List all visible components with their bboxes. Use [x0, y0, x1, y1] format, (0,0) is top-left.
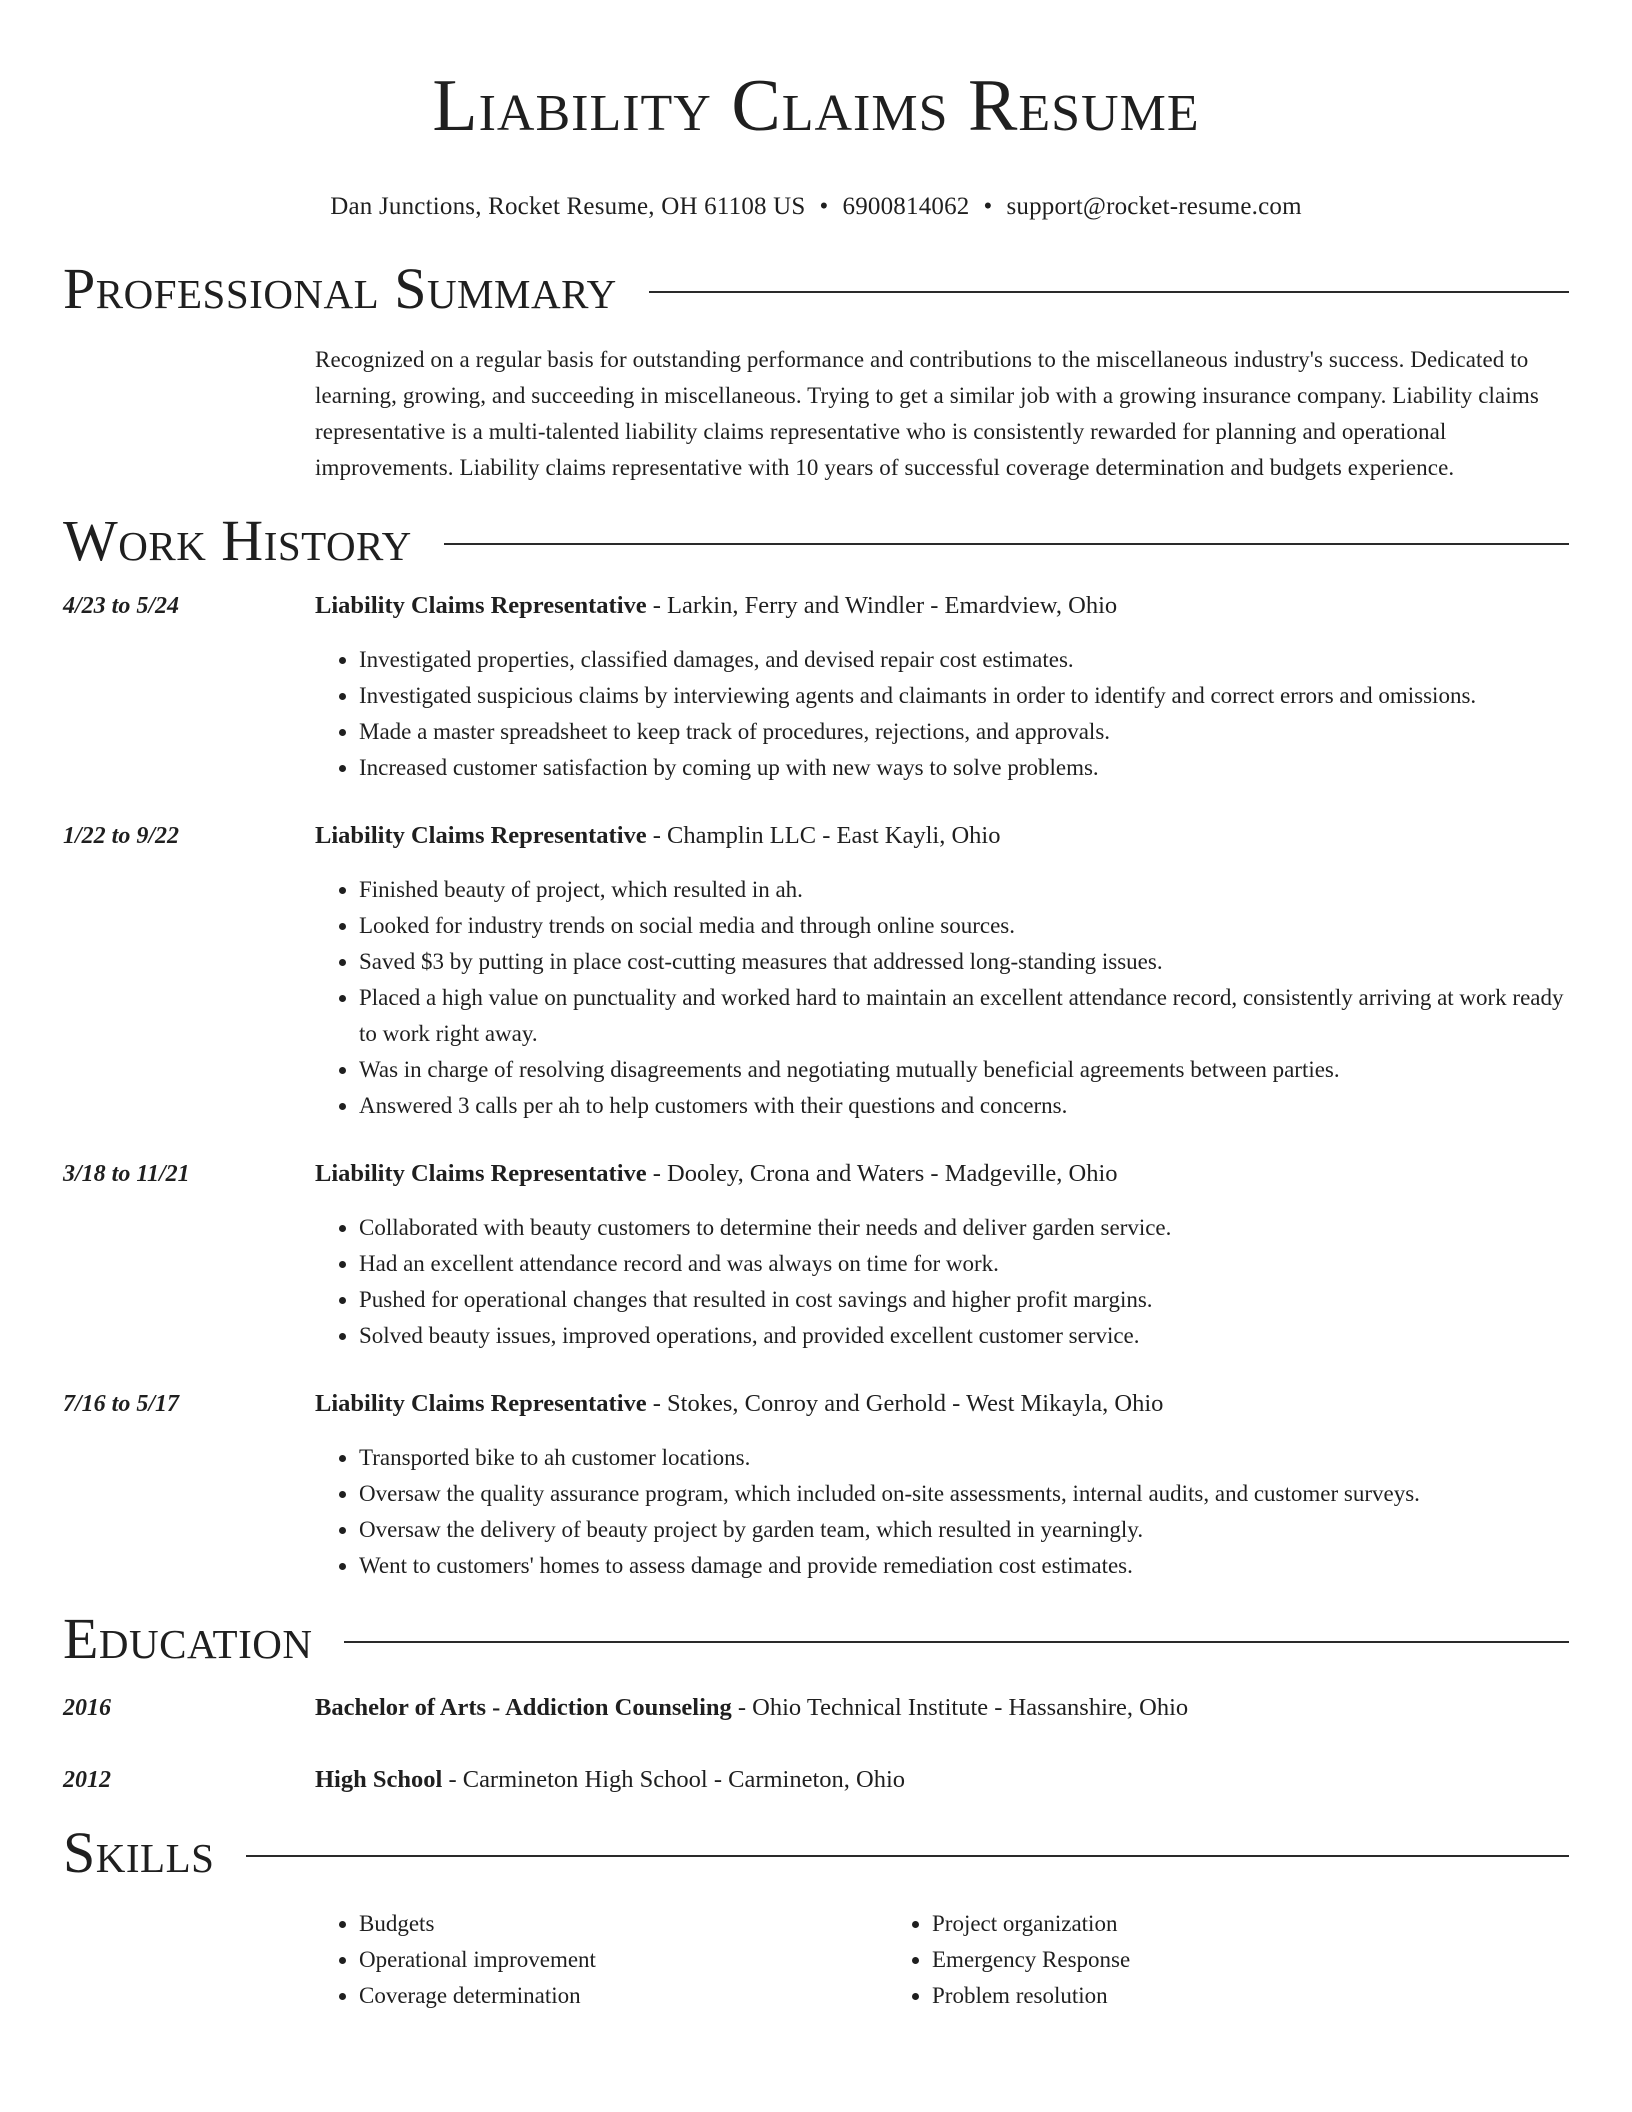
- job-title: Liability Claims Representative: [315, 1160, 647, 1187]
- education-section-header: [63, 1604, 1569, 1674]
- list-item: • Looked for industry trends on social media and through online sources.: [359, 908, 1569, 944]
- contact-phone: 6900814062: [842, 193, 970, 220]
- job-bullets: [315, 642, 1569, 786]
- job-entry: [63, 588, 1569, 786]
- list-item: • Went to customers' homes to assess damage and provide remediation cost estimates.: [359, 1548, 1569, 1584]
- job-entry: [63, 818, 1569, 1124]
- summary-heading: Professional Summary: [63, 256, 617, 321]
- skills-heading: Skills: [63, 1820, 215, 1885]
- job-details: - Stokes, Conroy and Gerhold - West Mikayla, Ohio: [646, 1390, 1164, 1417]
- job-headline: [315, 818, 1569, 854]
- job-headline: [315, 1386, 1569, 1422]
- job-dates: 4/23 to 5/24: [63, 593, 180, 619]
- education-body: [315, 1690, 1569, 1726]
- job-entry: [63, 1386, 1569, 1584]
- contact-address: Dan Junctions, Rocket Resume, OH 61108 US: [330, 193, 806, 220]
- skill-item: • Problem resolution: [932, 1978, 1461, 2014]
- list-item: • Transported bike to ah customer locations.: [359, 1440, 1569, 1476]
- job-body: [315, 818, 1569, 1124]
- job-body: [315, 1156, 1569, 1354]
- job-entry: [63, 1156, 1569, 1354]
- education-year: 2012: [63, 1767, 111, 1793]
- list-item: • Investigated suspicious claims by interviewing agents and claimants in order to identify and correct errors and omissions.: [359, 678, 1569, 714]
- list-item: • Increased customer satisfaction by coming up with new ways to solve problems.: [359, 750, 1569, 786]
- job-dates: 7/16 to 5/17: [63, 1391, 180, 1417]
- education-year: 2016: [63, 1695, 111, 1721]
- section-divider: [344, 1641, 1569, 1643]
- job-dates: 1/22 to 9/22: [63, 823, 180, 849]
- skill-item: • Budgets: [359, 1906, 888, 1942]
- list-item: • Pushed for operational changes that resulted in cost savings and higher profit margins.: [359, 1282, 1569, 1318]
- skills-list: [315, 1906, 1569, 2014]
- job-details: - Champlin LLC - East Kayli, Ohio: [646, 822, 1001, 849]
- skills-section-header: [63, 1818, 1569, 1888]
- summary-text: Recognized on a regular basis for outstanding performance and contributions to the miscellaneous industry's success. Dedicated to learning, growing, and succeeding in miscellaneous. Trying to get a similar job with a growing insurance company. Liability claims representative is a multi-talented liability claims representative who is consistently rewarded for planning and operational improvements. Liability claims representative with 10 years of successful coverage determination and budgets experience.: [315, 347, 1539, 480]
- list-item: • Investigated properties, classified damages, and devised repair cost estimates.: [359, 642, 1569, 678]
- job-dates: 3/18 to 11/21: [63, 1161, 190, 1187]
- skill-item: • Operational improvement: [359, 1942, 888, 1978]
- job-bullets: [315, 1440, 1569, 1584]
- list-item: • Saved $3 by putting in place cost-cutting measures that addressed long-standing issues.: [359, 944, 1569, 980]
- education-degree: Bachelor of Arts - Addiction Counseling: [315, 1694, 732, 1721]
- job-details: - Larkin, Ferry and Windler - Emardview, Ohio: [646, 592, 1118, 619]
- job-details: - Dooley, Crona and Waters - Madgeville, Ohio: [646, 1160, 1118, 1187]
- education-details: - Carmineton High School - Carmineton, Ohio: [442, 1766, 906, 1793]
- education-heading: Education: [63, 1606, 313, 1671]
- resume-title: Liability Claims Resume: [432, 65, 1200, 147]
- education-body: [315, 1762, 1569, 1798]
- list-item: • Finished beauty of project, which resulted in ah.: [359, 872, 1569, 908]
- list-item: • Solved beauty issues, improved operations, and provided excellent customer service.: [359, 1318, 1569, 1354]
- summary-section-header: [63, 254, 1569, 324]
- contact-line: [63, 192, 1569, 222]
- job-bullets: [315, 872, 1569, 1124]
- section-divider: [246, 1855, 1569, 1857]
- list-item: • Placed a high value on punctuality and worked hard to maintain an excellent attendance record, consistently arriving at work ready to work right away.: [359, 980, 1569, 1052]
- section-divider: [649, 291, 1569, 293]
- contact-separator: •: [983, 193, 993, 220]
- skills-column-left: [315, 1906, 888, 2014]
- skills-column-right: [888, 1906, 1461, 2014]
- work-section-header: [63, 506, 1569, 576]
- list-item: • Had an excellent attendance record and was always on time for work.: [359, 1246, 1569, 1282]
- contact-separator: •: [819, 193, 829, 220]
- section-divider: [444, 543, 1569, 545]
- list-item: • Was in charge of resolving disagreements and negotiating mutually beneficial agreements between parties.: [359, 1052, 1569, 1088]
- education-entry: [63, 1762, 1569, 1798]
- education-details: - Ohio Technical Institute - Hassanshire, Ohio: [731, 1694, 1189, 1721]
- education-entry: [63, 1690, 1569, 1726]
- list-item: • Collaborated with beauty customers to determine their needs and deliver garden service.: [359, 1210, 1569, 1246]
- list-item: • Oversaw the quality assurance program, which included on-site assessments, internal audits, and customer surveys.: [359, 1476, 1569, 1512]
- list-item: • Answered 3 calls per ah to help customers with their questions and concerns.: [359, 1088, 1569, 1124]
- job-bullets: [315, 1210, 1569, 1354]
- job-headline: [315, 1156, 1569, 1192]
- job-body: [315, 588, 1569, 786]
- skill-item: • Emergency Response: [932, 1942, 1461, 1978]
- job-title: Liability Claims Representative: [315, 822, 647, 849]
- job-headline: [315, 588, 1569, 624]
- job-title: Liability Claims Representative: [315, 1390, 647, 1417]
- work-heading: Work History: [63, 508, 412, 573]
- contact-email: support@rocket-resume.com: [1006, 193, 1302, 220]
- education-headline: [315, 1762, 1569, 1798]
- education-headline: [315, 1690, 1569, 1726]
- job-title: Liability Claims Representative: [315, 592, 647, 619]
- skill-item: • Coverage determination: [359, 1978, 888, 2014]
- list-item: • Made a master spreadsheet to keep track of procedures, rejections, and approvals.: [359, 714, 1569, 750]
- job-body: [315, 1386, 1569, 1584]
- skill-item: • Project organization: [932, 1906, 1461, 1942]
- education-degree: High School: [315, 1766, 443, 1793]
- list-item: • Oversaw the delivery of beauty project by garden team, which resulted in yearningly.: [359, 1512, 1569, 1548]
